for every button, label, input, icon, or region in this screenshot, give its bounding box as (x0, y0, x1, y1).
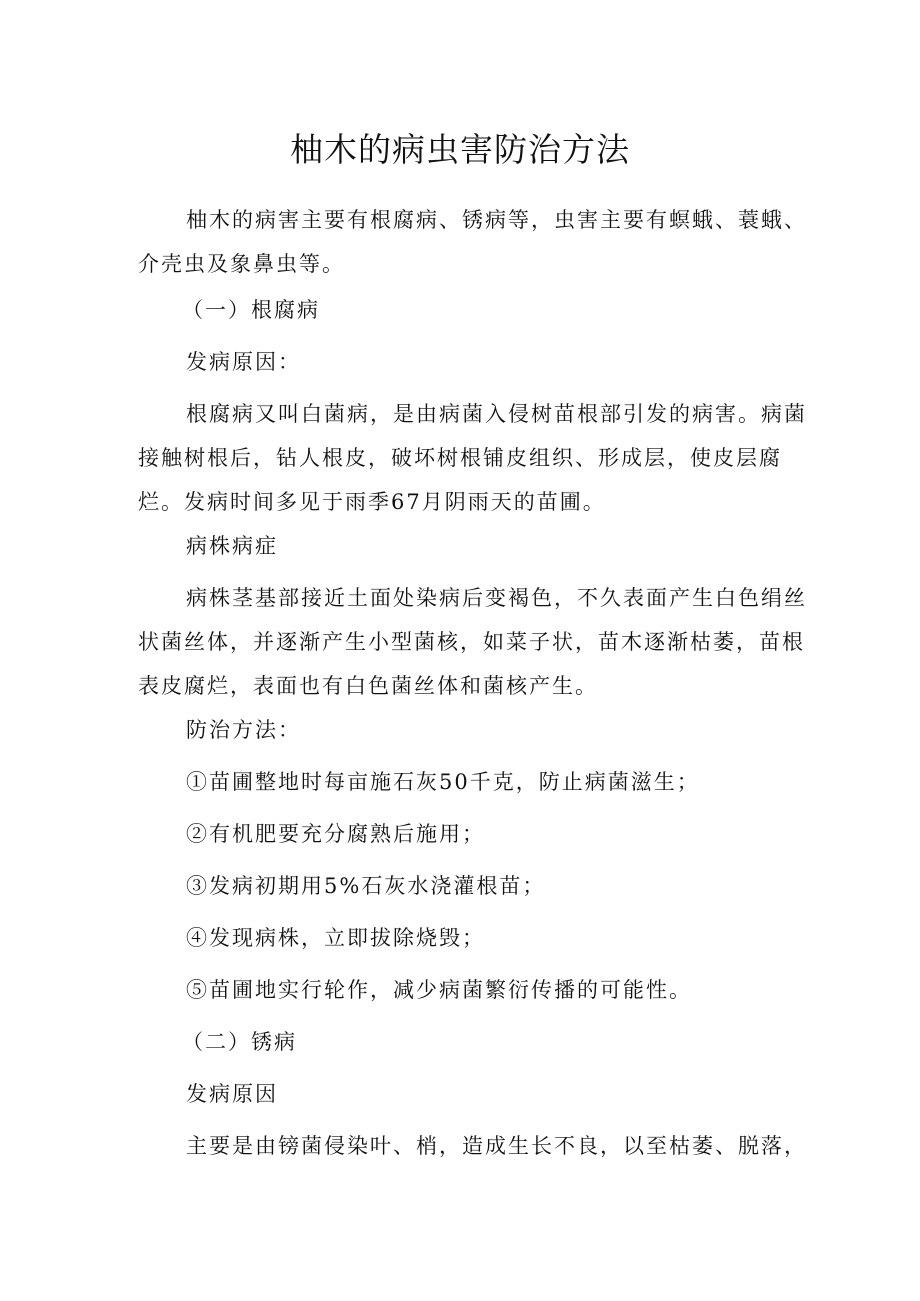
control-item-3: ③发病初期用5%石灰水浇灌根苗； (186, 874, 546, 898)
control-item-5: ⑤苗圃地实行轮作，减少病菌繁衍传播的可能性。 (186, 978, 692, 1002)
section1-symptom-text: 病株茎基部接近土面处染病后变褐色，不久表面产生白色绢丝状菌丝体，并逐渐产生小型菌核，如菜子状，苗木逐渐枯萎，苗根表皮腐烂，表面也有白色菌丝体和菌核产生。 (138, 586, 807, 698)
section1-control-label: 防治方法： (186, 718, 301, 742)
section2-cause-text: 主要是由镑菌侵染叶、梢，造成生长不良，以至枯萎、脱落， (186, 1134, 807, 1158)
intro-paragraph: 柚木的病害主要有根腐病、锈病等，虫害主要有螟蛾、蓑蛾、介壳虫及象鼻虫等。 (138, 208, 807, 276)
control-item-4: ④发现病株，立即拔除烧毁； (186, 926, 485, 950)
section2-cause-label: 发病原因 (186, 1082, 278, 1106)
section1-heading: （一）根腐病 (182, 298, 320, 322)
section1-symptom-label: 病株病症 (186, 534, 278, 558)
section1-cause-text: 根腐病又叫白菌病，是由病菌入侵树苗根部引发的病害。病菌接触树根后，钻人根皮，破坏树根铺皮组织、形成层，使皮层腐烂。发病时间多见于雨季67月阴雨天的苗圃。 (138, 402, 807, 514)
control-item-2: ②有机肥要充分腐熟后施用； (186, 822, 485, 846)
control-item-1: ①苗圃整地时每亩施石灰50千克，防止病菌滋生； (186, 770, 700, 794)
section2-heading: （二）锈病 (182, 1030, 297, 1054)
section1-cause-label: 发病原因： (186, 350, 301, 374)
document-title: 柚木的病虫害防治方法 (290, 130, 630, 169)
